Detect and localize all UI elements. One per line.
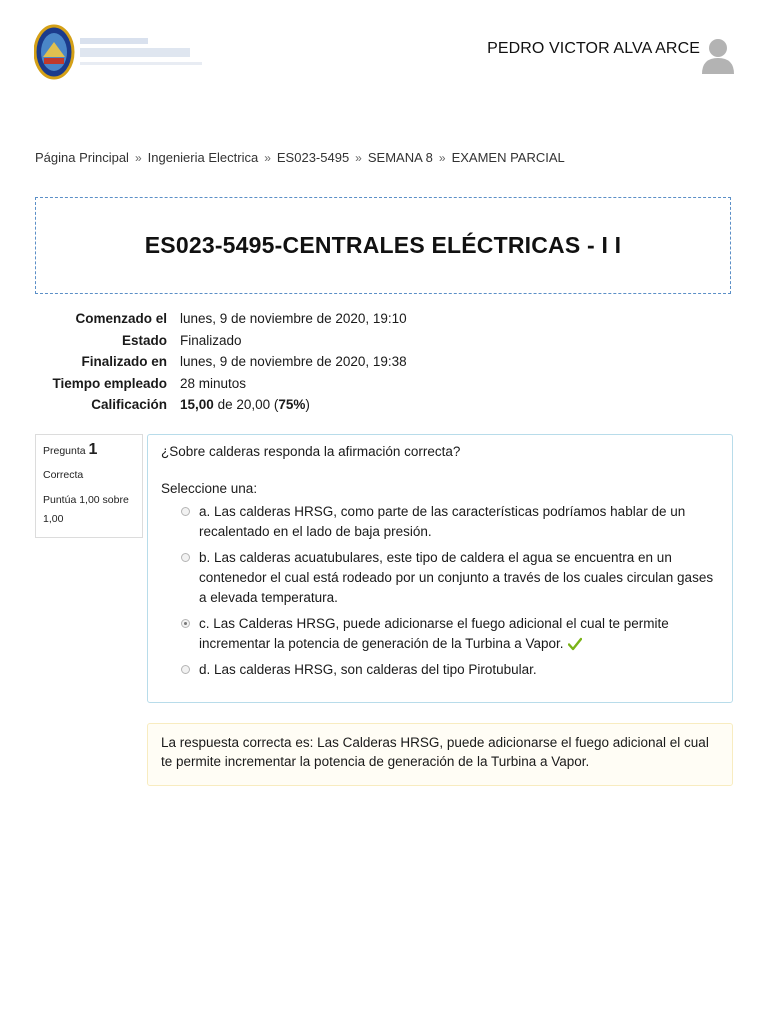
summary-row-finished: [35, 351, 407, 373]
answer-option-a[interactable]: [161, 502, 719, 542]
answer-radio-d[interactable]: [181, 665, 190, 674]
breadcrumb-quiz[interactable]: EXAMEN PARCIAL: [451, 150, 565, 165]
answer-text-a: a. Las calderas HRSG, como parte de las características podríamos hablar de un recalentado en el lado de baja presión.: [199, 504, 686, 539]
breadcrumb-separator: »: [438, 151, 446, 165]
user-menu[interactable]: [487, 40, 700, 58]
user-name[interactable]: PEDRO VICTOR ALVA ARCE: [487, 40, 700, 57]
breadcrumb-course[interactable]: ES023-5495: [276, 150, 350, 165]
question-label: Pregunta: [43, 445, 86, 457]
breadcrumb-home[interactable]: Página Principal: [35, 150, 129, 165]
summary-row-state: [35, 330, 407, 352]
finished-label: Finalizado en: [81, 354, 167, 370]
summary-row-started: [35, 308, 407, 330]
grade-close: ): [305, 397, 310, 413]
started-label: Comenzado el: [75, 311, 167, 327]
summary-row-grade: [35, 394, 407, 416]
answer-prompt: Seleccione una:: [161, 481, 258, 496]
finished-value: lunes, 9 de noviembre de 2020, 19:38: [180, 354, 407, 370]
grade-score: 15,00: [180, 397, 214, 413]
university-logo[interactable]: [34, 24, 204, 80]
answer-option-b[interactable]: [161, 548, 719, 608]
answer-radio-c[interactable]: [181, 619, 190, 628]
time-value: 28 minutos: [180, 375, 247, 391]
question-number-value: 1: [88, 441, 98, 458]
state-value: Finalizado: [180, 332, 242, 348]
summary-row-time: [35, 373, 407, 395]
grade-value: [180, 397, 310, 412]
answer-radio-b[interactable]: [181, 553, 190, 562]
correct-answer-feedback: [147, 723, 733, 786]
state-label: Estado: [121, 332, 167, 348]
breadcrumb-separator: »: [264, 151, 271, 165]
breadcrumb-category[interactable]: Ingenieria Electrica: [147, 150, 259, 165]
breadcrumb: [35, 150, 565, 165]
answer-option-c[interactable]: [161, 614, 719, 654]
answer-option-d[interactable]: [161, 660, 719, 680]
page-header: [0, 0, 768, 110]
answer-text-c: c. Las Calderas HRSG, puede adicionarse el fuego adicional el cual te permite incrementar la potencia de generación de la Turbina a Vapor.: [199, 616, 669, 651]
started-value: lunes, 9 de noviembre de 2020, 19:10: [180, 311, 407, 327]
course-title-box: [35, 197, 731, 294]
course-title: ES023-5495-CENTRALES ELÉCTRICAS - I I: [144, 232, 622, 258]
breadcrumb-separator: »: [134, 151, 142, 165]
question-info: [35, 434, 143, 538]
check-icon: [568, 637, 582, 651]
answer-text-d: d. Las calderas HRSG, son calderas del tipo Pirotubular.: [199, 662, 537, 677]
time-label: Tiempo empleado: [52, 375, 167, 391]
user-avatar-icon[interactable]: [700, 38, 736, 76]
question-number: [43, 441, 135, 459]
grade-of: de 20,00: [217, 397, 271, 413]
breadcrumb-section[interactable]: SEMANA 8: [367, 150, 433, 165]
question-state: Correcta: [43, 469, 84, 481]
question-content: [147, 434, 733, 703]
question-text: ¿Sobre calderas responda la afirmación correcta?: [161, 444, 461, 459]
attempt-summary: [35, 308, 407, 416]
grade-label: Calificación: [91, 397, 167, 413]
feedback-text: La respuesta correcta es: Las Calderas HRSG, puede adicionarse el fuego adicional el cual te permite incrementar la potencia de generación de la Turbina a Vapor.: [161, 735, 709, 769]
grade-open: (: [270, 397, 279, 413]
breadcrumb-separator: »: [355, 151, 362, 165]
answer-text-b: b. Las calderas acuatubulares, este tipo de caldera el agua se encuentra en un contenedor el cual está rodeado por un conjunto a través de los cuales circulan gases a elevada temperatura.: [199, 550, 714, 605]
answer-radio-a[interactable]: [181, 507, 190, 516]
grade-percent: 75%: [278, 397, 306, 413]
question-grade: Puntúa 1,00 sobre 1,00: [43, 494, 129, 525]
